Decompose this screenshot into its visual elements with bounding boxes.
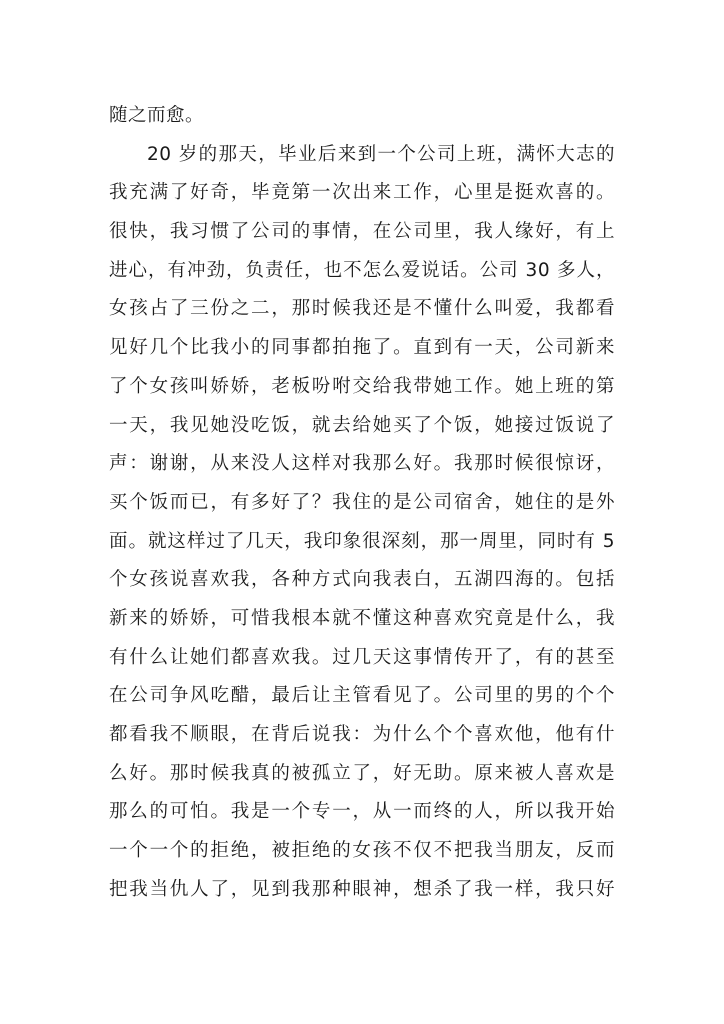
text-line-15: 有什么让她们都喜欢我。过几天这事情传开了，有的甚至 [109, 646, 615, 668]
text-line-21: 把我当仇人了，见到我那种眼神，想杀了我一样，我只好 [109, 878, 615, 900]
text-line-4: 很快，我习惯了公司的事情，在公司里，我人缘好，有上 [109, 221, 615, 243]
text-line-13: 个女孩说喜欢我，各种方式向我表白，五湖四海的。包括 [109, 569, 615, 591]
text-line-6: 女孩占了三份之二，那时候我还是不懂什么叫爱，我都看 [109, 298, 615, 320]
text-line-17: 都看我不顺眼，在背后说我：为什么个个喜欢他，他有什 [109, 724, 615, 745]
text-line-7: 见好几个比我小的同事都拍拖了。直到有一天，公司新来 [109, 337, 615, 359]
text-line-2: 20 岁的那天，毕业后来到一个公司上班，满怀大志的 [147, 143, 615, 165]
text-line-12: 面。就这样过了几天，我印象很深刻，那一周里，同时有 5 [109, 530, 615, 552]
text-line-14: 新来的娇娇，可惜我根本就不懂这种喜欢究竟是什么，我 [109, 607, 615, 629]
body-text [109, 97, 615, 909]
text-line-5: 进心，有冲劲，负责任，也不怎么爱说话。公司 30 多人， [109, 259, 615, 281]
text-line-19: 那么的可怕。我是一个专一，从一而终的人，所以我开始 [109, 801, 615, 823]
text-line-16: 在公司争风吃醋，最后让主管看见了。公司里的男的个个 [109, 685, 615, 707]
text-line-3: 我充满了好奇，毕竟第一次出来工作，心里是挺欢喜的。 [109, 182, 615, 204]
text-line-10: 声：谢谢，从来没人这样对我那么好。我那时候很惊讶， [109, 453, 615, 475]
text-line-8: 了个女孩叫娇娇，老板吩咐交给我带她工作。她上班的第 [109, 375, 615, 397]
text-line-11: 买个饭而已，有多好了？我住的是公司宿舍，她住的是外 [109, 491, 615, 513]
text-line-9: 一天，我见她没吃饭，就去给她买了个饭，她接过饭说了 [109, 414, 615, 436]
text-line-20: 一个一个的拒绝，被拒绝的女孩不仅不把我当朋友，反而 [109, 840, 615, 862]
text-line-18: 么好。那时候我真的被孤立了，好无助。原来被人喜欢是 [109, 762, 615, 784]
text-line-1: 随之而愈。 [109, 105, 205, 126]
